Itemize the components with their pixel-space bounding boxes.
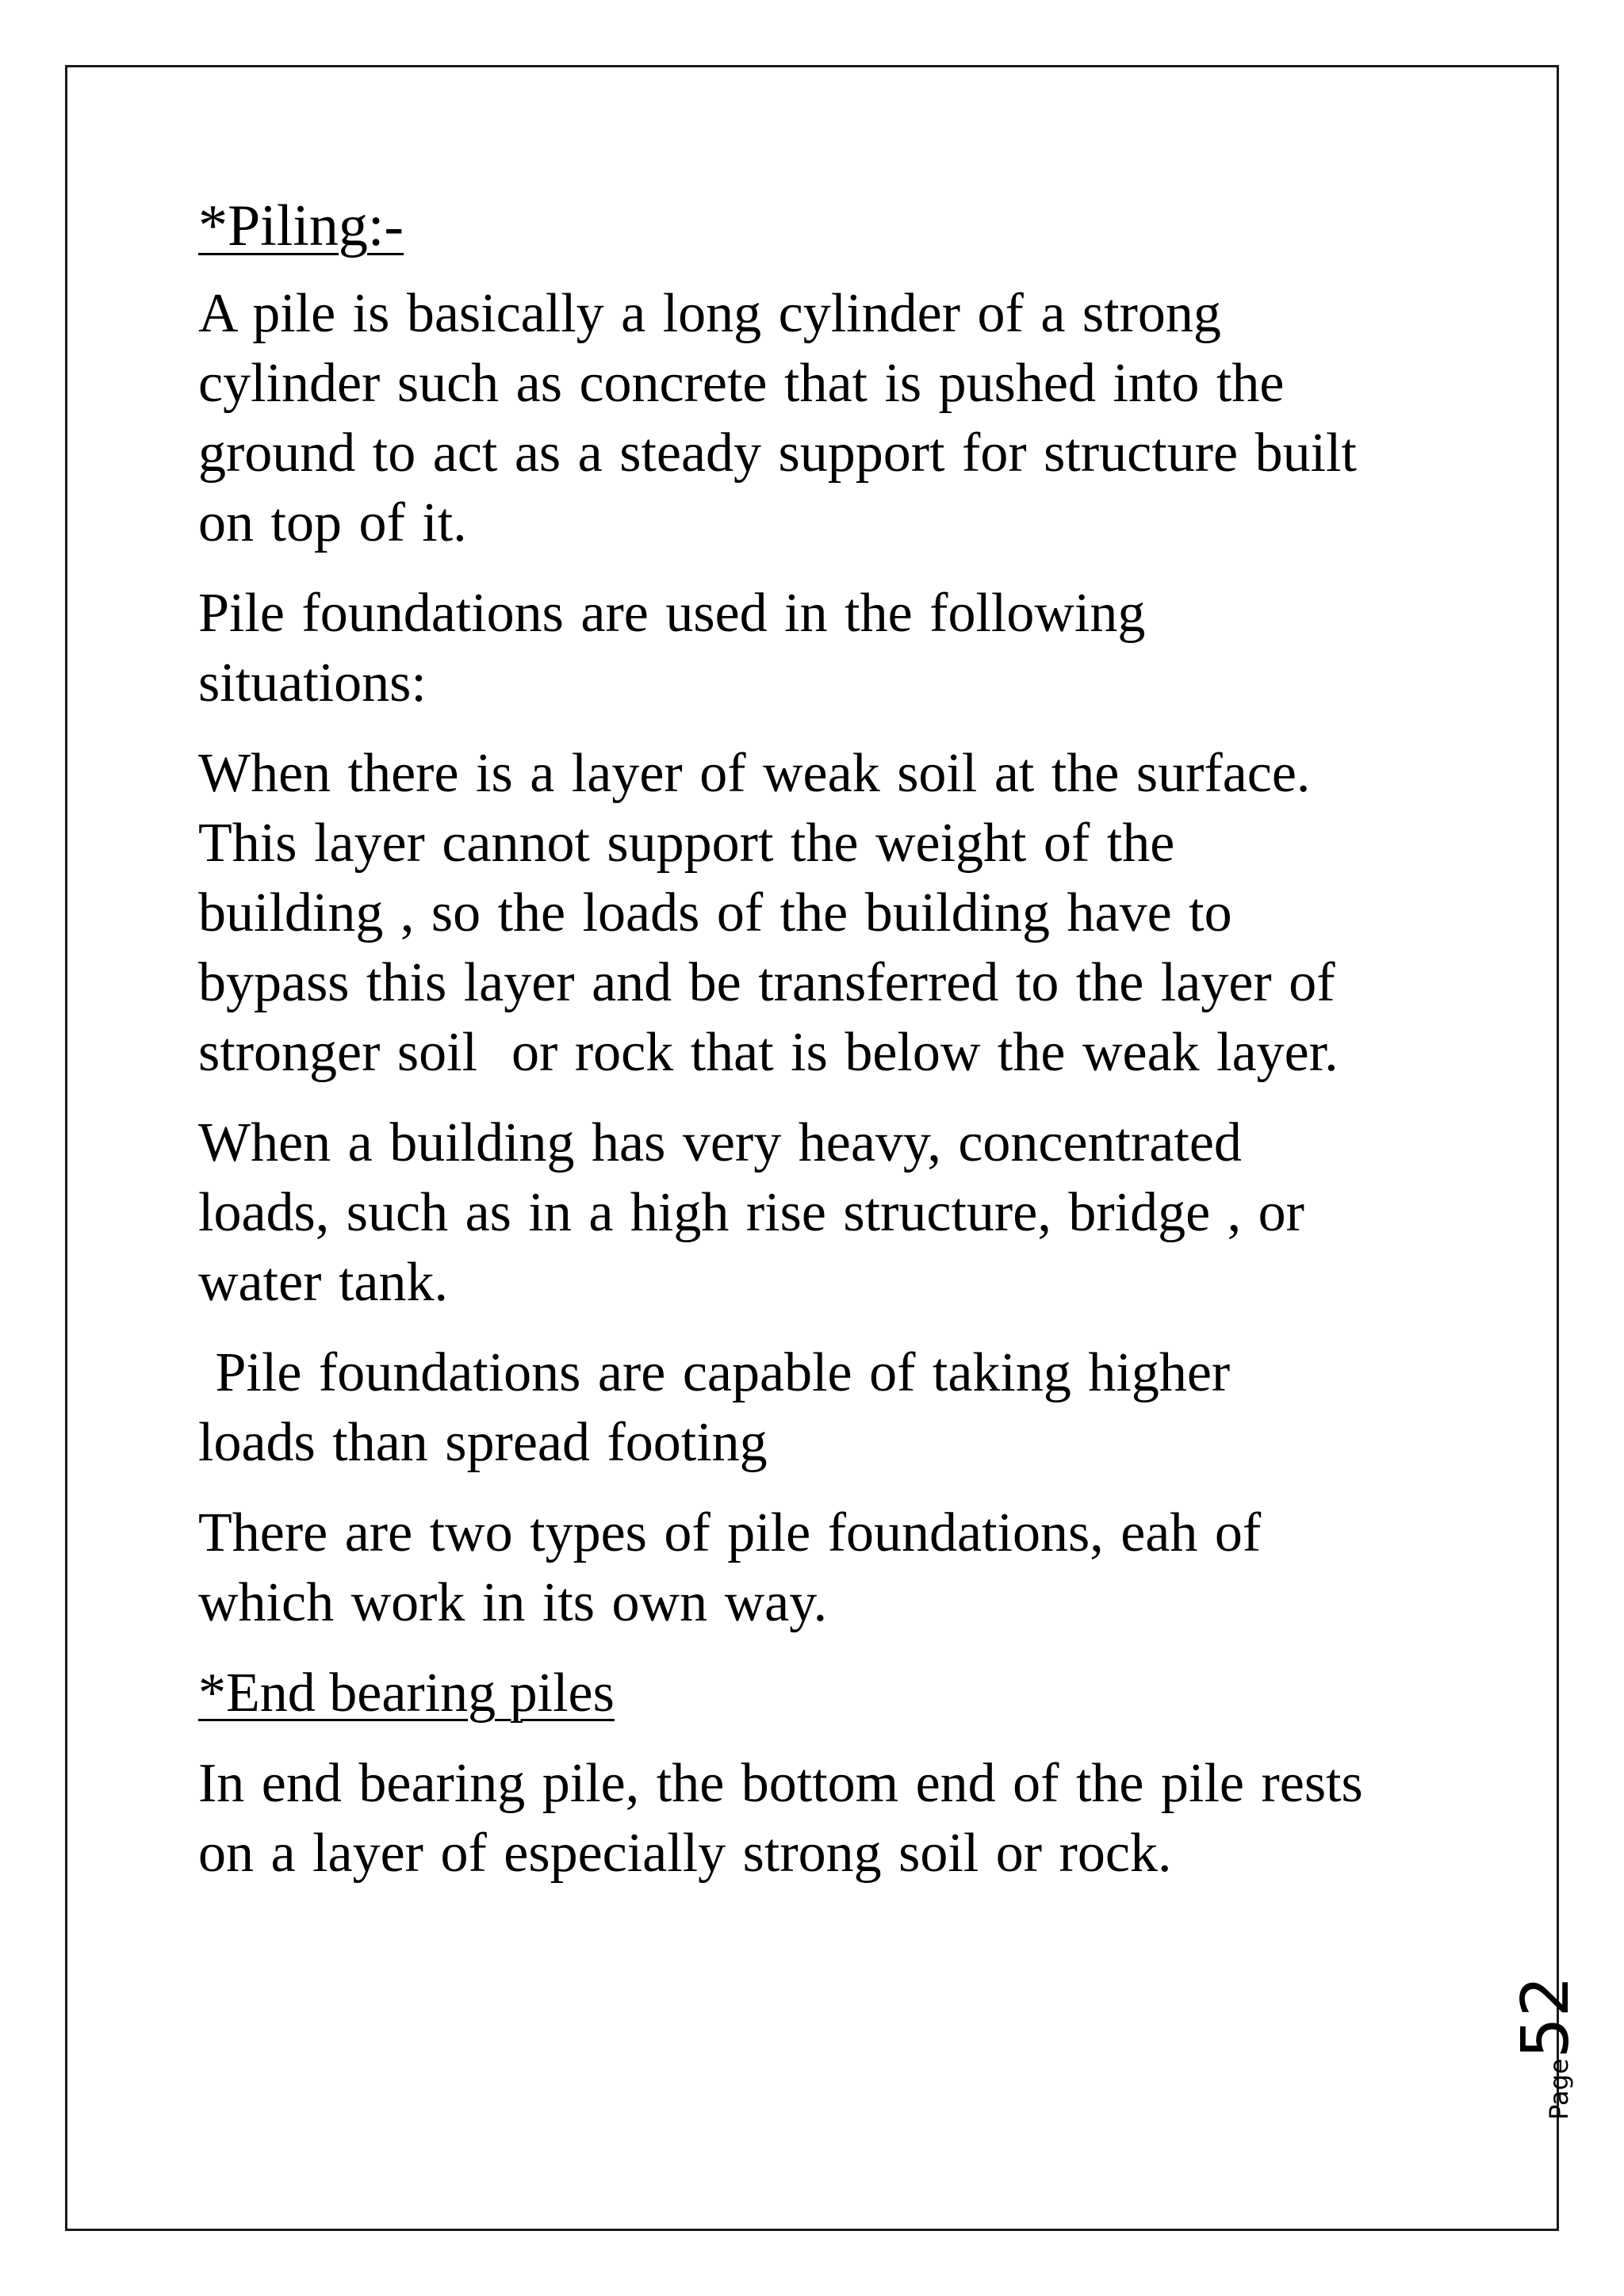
text-line: In end bearing pile, the bottom end of the pile rests <box>198 1753 1363 1814</box>
text-line: There are two types of pile foundations, eah of <box>198 1502 1262 1563</box>
paragraph-heavy-loads <box>198 1108 1435 1318</box>
text-line: ground to act as a steady support for structure built <box>198 423 1357 484</box>
document-body <box>198 189 1435 1909</box>
text-line: A pile is basically a long cylinder of a strong <box>198 283 1221 344</box>
page-label: Page <box>1544 2058 1574 2120</box>
text-line: When a building has very heavy, concentrated <box>198 1112 1242 1173</box>
section-heading: *Piling:- <box>198 193 404 258</box>
text-line: building , so the loads of the building have to <box>198 882 1232 943</box>
subsection-heading: *End bearing piles <box>198 1663 615 1724</box>
page-number-value: 52 <box>1508 1976 1584 2059</box>
paragraph-situations-intro <box>198 579 1435 718</box>
paragraph-weak-soil <box>198 739 1435 1088</box>
text-line: which work in its own way. <box>198 1572 828 1633</box>
text-line: water tank. <box>198 1252 448 1313</box>
text-line: on top of it. <box>198 492 467 553</box>
text-line: on a layer of especially strong soil or rock. <box>198 1823 1172 1884</box>
text-line: loads than spread footing <box>198 1412 768 1473</box>
paragraph-pile-definition <box>198 279 1435 558</box>
text-line: situations: <box>198 652 427 714</box>
text-line: loads, such as in a high rise structure, bridge , or <box>198 1182 1304 1243</box>
text-line: When there is a layer of weak soil at the surface. <box>198 743 1311 804</box>
paragraph-types <box>198 1498 1435 1638</box>
text-line: Pile foundations are capable of taking higher <box>198 1342 1231 1403</box>
page-number <box>1508 1976 1584 2120</box>
text-line: bypass this layer and be transferred to the layer of <box>198 952 1335 1013</box>
text-line: cylinder such as concrete that is pushed into the <box>198 353 1285 414</box>
text-line: Pile foundations are used in the following <box>198 583 1146 644</box>
paragraph-capability <box>198 1338 1435 1478</box>
text-line: This layer cannot support the weight of the <box>198 813 1175 874</box>
text-line: stronger soil or rock that is below the weak layer. <box>198 1022 1339 1083</box>
paragraph-end-bearing <box>198 1749 1435 1888</box>
